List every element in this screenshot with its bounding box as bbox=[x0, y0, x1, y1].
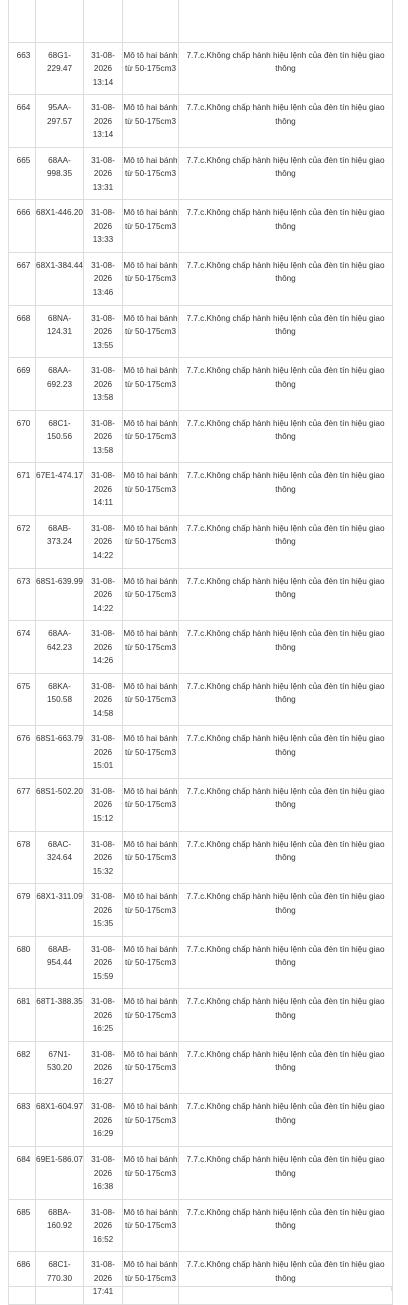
vehicle-type-cell: Mô tô hai bánh từ 50-175cm3 bbox=[123, 147, 179, 200]
row-number-cell: 683 bbox=[9, 1094, 36, 1147]
violation-description-cell: 7.7.c.Không chấp hành hiệu lệnh của đèn tín hiệu giao thông bbox=[179, 726, 393, 779]
table-row bbox=[9, 1094, 393, 1147]
row-number-cell: 674 bbox=[9, 621, 36, 674]
license-plate-cell: 68C1-150.56 bbox=[36, 410, 84, 463]
table-row bbox=[9, 463, 393, 516]
vehicle-type-cell: Mô tô hai bánh từ 50-175cm3 bbox=[123, 621, 179, 674]
license-plate-cell: 68X1-604.97 bbox=[36, 1094, 84, 1147]
violation-time-cell: 31-08-2026 16:38 bbox=[84, 1147, 123, 1200]
violation-description-cell: 7.7.c.Không chấp hành hiệu lệnh của đèn tín hiệu giao thông bbox=[179, 410, 393, 463]
row-number-cell: 685 bbox=[9, 1199, 36, 1252]
vehicle-type-cell: Mô tô hai bánh từ 50-175cm3 bbox=[123, 1199, 179, 1252]
table-row bbox=[9, 568, 393, 621]
row-number-cell: 684 bbox=[9, 1147, 36, 1200]
vehicle-type-cell bbox=[123, 0, 179, 42]
license-plate-cell: 68S1-502.20 bbox=[36, 778, 84, 831]
license-plate-cell: 68AA-692.23 bbox=[36, 358, 84, 411]
vehicle-type-cell: Mô tô hai bánh từ 50-175cm3 bbox=[123, 42, 179, 95]
violation-time-cell: 31-08-2026 13:14 bbox=[84, 95, 123, 148]
vehicle-type-cell: Mô tô hai bánh từ 50-175cm3 bbox=[123, 726, 179, 779]
vehicle-type-cell: Mô tô hai bánh từ 50-175cm3 bbox=[123, 778, 179, 831]
violation-description-cell: 7.7.c.Không chấp hành hiệu lệnh của đèn tín hiệu giao thông bbox=[179, 568, 393, 621]
row-number-cell: 675 bbox=[9, 673, 36, 726]
row-number-cell: 665 bbox=[9, 147, 36, 200]
license-plate-cell: 68AC-324.64 bbox=[36, 831, 84, 884]
table-row bbox=[9, 726, 393, 779]
table-row bbox=[9, 831, 393, 884]
vehicle-type-cell: Mô tô hai bánh từ 50-175cm3 bbox=[123, 463, 179, 516]
next-row-border bbox=[35, 1287, 36, 1291]
license-plate-cell: 68X1-311.09 bbox=[36, 884, 84, 937]
violation-time-cell: 31-08-2026 15:59 bbox=[84, 936, 123, 989]
violation-time-cell bbox=[84, 0, 123, 42]
violation-description-cell: 7.7.c.Không chấp hành hiệu lệnh của đèn tín hiệu giao thông bbox=[179, 778, 393, 831]
license-plate-cell: 68NA-124.31 bbox=[36, 305, 84, 358]
row-number-cell: 682 bbox=[9, 1041, 36, 1094]
vehicle-type-cell: Mô tô hai bánh từ 50-175cm3 bbox=[123, 410, 179, 463]
violation-time-cell: 31-08-2026 14:22 bbox=[84, 515, 123, 568]
vehicle-type-cell: Mô tô hai bánh từ 50-175cm3 bbox=[123, 831, 179, 884]
license-plate-cell: 68X1-446.20 bbox=[36, 200, 84, 253]
violation-time-cell: 31-08-2026 13:58 bbox=[84, 410, 123, 463]
row-number-cell: 666 bbox=[9, 200, 36, 253]
violation-time-cell: 31-08-2026 13:31 bbox=[84, 147, 123, 200]
row-number-cell: 681 bbox=[9, 989, 36, 1042]
row-number-cell: 671 bbox=[9, 463, 36, 516]
vehicle-type-cell: Mô tô hai bánh từ 50-175cm3 bbox=[123, 673, 179, 726]
license-plate-cell: 68KA-150.58 bbox=[36, 673, 84, 726]
row-number-cell: 664 bbox=[9, 95, 36, 148]
violation-time-cell: 31-08-2026 15:12 bbox=[84, 778, 123, 831]
violation-description-cell: 7.7.c.Không chấp hành hiệu lệnh của đèn tín hiệu giao thông bbox=[179, 989, 393, 1042]
license-plate-cell: 68S1-639.99 bbox=[36, 568, 84, 621]
vehicle-type-cell: Mô tô hai bánh từ 50-175cm3 bbox=[123, 884, 179, 937]
license-plate-cell: 68S1-663.79 bbox=[36, 726, 84, 779]
violation-description-cell bbox=[179, 0, 393, 42]
next-row-border bbox=[178, 1287, 179, 1291]
row-number-cell bbox=[9, 0, 36, 42]
violation-time-cell: 31-08-2026 14:11 bbox=[84, 463, 123, 516]
violation-time-cell: 31-08-2026 14:26 bbox=[84, 621, 123, 674]
license-plate-cell: 95AA-297.57 bbox=[36, 95, 84, 148]
license-plate-cell: 68BA-160.92 bbox=[36, 1199, 84, 1252]
row-number-cell: 670 bbox=[9, 410, 36, 463]
violation-description-cell: 7.7.c.Không chấp hành hiệu lệnh của đèn tín hiệu giao thông bbox=[179, 95, 393, 148]
violation-description-cell: 7.7.c.Không chấp hành hiệu lệnh của đèn tín hiệu giao thông bbox=[179, 1041, 393, 1094]
table-row bbox=[9, 1199, 393, 1252]
row-number-cell: 676 bbox=[9, 726, 36, 779]
violation-description-cell: 7.7.c.Không chấp hành hiệu lệnh của đèn tín hiệu giao thông bbox=[179, 200, 393, 253]
violation-description-cell: 7.7.c.Không chấp hành hiệu lệnh của đèn tín hiệu giao thông bbox=[179, 463, 393, 516]
license-plate-cell: 68AB-954.44 bbox=[36, 936, 84, 989]
table-row bbox=[9, 42, 393, 95]
violation-description-cell: 7.7.c.Không chấp hành hiệu lệnh của đèn tín hiệu giao thông bbox=[179, 252, 393, 305]
table-row bbox=[9, 147, 393, 200]
row-number-cell: 686 bbox=[9, 1252, 36, 1305]
vehicle-type-cell: Mô tô hai bánh từ 50-175cm3 bbox=[123, 1252, 179, 1305]
row-number-cell: 680 bbox=[9, 936, 36, 989]
vehicle-type-cell: Mô tô hai bánh từ 50-175cm3 bbox=[123, 1094, 179, 1147]
table-row bbox=[9, 252, 393, 305]
row-number-cell: 668 bbox=[9, 305, 36, 358]
next-row-edge bbox=[8, 1286, 392, 1291]
row-number-cell: 667 bbox=[9, 252, 36, 305]
table-row bbox=[9, 1252, 393, 1305]
license-plate-cell: 68G1-229.47 bbox=[36, 42, 84, 95]
violation-description-cell: 7.7.c.Không chấp hành hiệu lệnh của đèn tín hiệu giao thông bbox=[179, 936, 393, 989]
vehicle-type-cell: Mô tô hai bánh từ 50-175cm3 bbox=[123, 252, 179, 305]
license-plate-cell: 69E1-586.07 bbox=[36, 1147, 84, 1200]
table-row bbox=[9, 95, 393, 148]
violation-description-cell: 7.7.c.Không chấp hành hiệu lệnh của đèn tín hiệu giao thông bbox=[179, 515, 393, 568]
next-row-border bbox=[122, 1287, 123, 1291]
violation-description-cell: 7.7.c.Không chấp hành hiệu lệnh của đèn tín hiệu giao thông bbox=[179, 1252, 393, 1305]
violation-time-cell: 31-08-2026 13:58 bbox=[84, 358, 123, 411]
violations-table bbox=[8, 0, 393, 1305]
vehicle-type-cell: Mô tô hai bánh từ 50-175cm3 bbox=[123, 1041, 179, 1094]
next-row-border bbox=[8, 1287, 9, 1291]
vehicle-type-cell: Mô tô hai bánh từ 50-175cm3 bbox=[123, 200, 179, 253]
violation-description-cell: 7.7.c.Không chấp hành hiệu lệnh của đèn tín hiệu giao thông bbox=[179, 673, 393, 726]
next-row-border bbox=[83, 1287, 84, 1291]
row-number-cell: 679 bbox=[9, 884, 36, 937]
violation-time-cell: 31-08-2026 13:33 bbox=[84, 200, 123, 253]
table-row bbox=[9, 936, 393, 989]
license-plate-cell: 68AA-642.23 bbox=[36, 621, 84, 674]
violation-time-cell: 31-08-2026 13:55 bbox=[84, 305, 123, 358]
row-number-cell: 678 bbox=[9, 831, 36, 884]
violation-time-cell: 31-08-2026 15:32 bbox=[84, 831, 123, 884]
license-plate-cell: 68X1-384.44 bbox=[36, 252, 84, 305]
row-number-cell: 669 bbox=[9, 358, 36, 411]
vehicle-type-cell: Mô tô hai bánh từ 50-175cm3 bbox=[123, 515, 179, 568]
table-row bbox=[9, 410, 393, 463]
row-number-cell: 672 bbox=[9, 515, 36, 568]
violations-table-body bbox=[9, 0, 393, 1304]
vehicle-type-cell: Mô tô hai bánh từ 50-175cm3 bbox=[123, 989, 179, 1042]
violation-description-cell: 7.7.c.Không chấp hành hiệu lệnh của đèn tín hiệu giao thông bbox=[179, 621, 393, 674]
violation-time-cell: 31-08-2026 16:27 bbox=[84, 1041, 123, 1094]
table-row bbox=[9, 989, 393, 1042]
license-plate-cell: 68C1-770.30 bbox=[36, 1252, 84, 1305]
row-number-cell: 663 bbox=[9, 42, 36, 95]
license-plate-cell: 68T1-388.35 bbox=[36, 989, 84, 1042]
violation-description-cell: 7.7.c.Không chấp hành hiệu lệnh của đèn tín hiệu giao thông bbox=[179, 884, 393, 937]
vehicle-type-cell: Mô tô hai bánh từ 50-175cm3 bbox=[123, 358, 179, 411]
table-row bbox=[9, 778, 393, 831]
violation-description-cell: 7.7.c.Không chấp hành hiệu lệnh của đèn tín hiệu giao thông bbox=[179, 831, 393, 884]
violation-description-cell: 7.7.c.Không chấp hành hiệu lệnh của đèn tín hiệu giao thông bbox=[179, 305, 393, 358]
violation-description-cell: 7.7.c.Không chấp hành hiệu lệnh của đèn tín hiệu giao thông bbox=[179, 1147, 393, 1200]
vehicle-type-cell: Mô tô hai bánh từ 50-175cm3 bbox=[123, 1147, 179, 1200]
violation-description-cell: 7.7.c.Không chấp hành hiệu lệnh của đèn tín hiệu giao thông bbox=[179, 42, 393, 95]
next-row-border bbox=[391, 1287, 392, 1291]
vehicle-type-cell: Mô tô hai bánh từ 50-175cm3 bbox=[123, 305, 179, 358]
row-number-cell: 677 bbox=[9, 778, 36, 831]
violation-description-cell: 7.7.c.Không chấp hành hiệu lệnh của đèn tín hiệu giao thông bbox=[179, 1199, 393, 1252]
violation-time-cell: 31-08-2026 15:35 bbox=[84, 884, 123, 937]
license-plate-cell: 67E1-474.17 bbox=[36, 463, 84, 516]
violation-time-cell: 31-08-2026 17:41 bbox=[84, 1252, 123, 1305]
table-row bbox=[9, 673, 393, 726]
violation-time-cell: 31-08-2026 16:25 bbox=[84, 989, 123, 1042]
violation-time-cell: 31-08-2026 13:14 bbox=[84, 42, 123, 95]
license-plate-cell: 67N1-530.20 bbox=[36, 1041, 84, 1094]
violation-time-cell: 31-08-2026 13:46 bbox=[84, 252, 123, 305]
table-row bbox=[9, 1147, 393, 1200]
row-number-cell: 673 bbox=[9, 568, 36, 621]
license-plate-cell bbox=[36, 0, 84, 42]
table-row bbox=[9, 200, 393, 253]
table-row bbox=[9, 1041, 393, 1094]
violation-time-cell: 31-08-2026 14:22 bbox=[84, 568, 123, 621]
license-plate-cell: 68AB-373.24 bbox=[36, 515, 84, 568]
violation-time-cell: 31-08-2026 14:58 bbox=[84, 673, 123, 726]
violation-time-cell: 31-08-2026 15:01 bbox=[84, 726, 123, 779]
vehicle-type-cell: Mô tô hai bánh từ 50-175cm3 bbox=[123, 568, 179, 621]
vehicle-type-cell: Mô tô hai bánh từ 50-175cm3 bbox=[123, 95, 179, 148]
table-row bbox=[9, 0, 393, 42]
vehicle-type-cell: Mô tô hai bánh từ 50-175cm3 bbox=[123, 936, 179, 989]
violation-time-cell: 31-08-2026 16:29 bbox=[84, 1094, 123, 1147]
violation-time-cell: 31-08-2026 16:52 bbox=[84, 1199, 123, 1252]
table-row bbox=[9, 358, 393, 411]
violation-description-cell: 7.7.c.Không chấp hành hiệu lệnh của đèn tín hiệu giao thông bbox=[179, 147, 393, 200]
violation-description-cell: 7.7.c.Không chấp hành hiệu lệnh của đèn tín hiệu giao thông bbox=[179, 1094, 393, 1147]
license-plate-cell: 68AA-998.35 bbox=[36, 147, 84, 200]
table-row bbox=[9, 621, 393, 674]
table-row bbox=[9, 884, 393, 937]
violation-description-cell: 7.7.c.Không chấp hành hiệu lệnh của đèn tín hiệu giao thông bbox=[179, 358, 393, 411]
table-row bbox=[9, 305, 393, 358]
table-row bbox=[9, 515, 393, 568]
